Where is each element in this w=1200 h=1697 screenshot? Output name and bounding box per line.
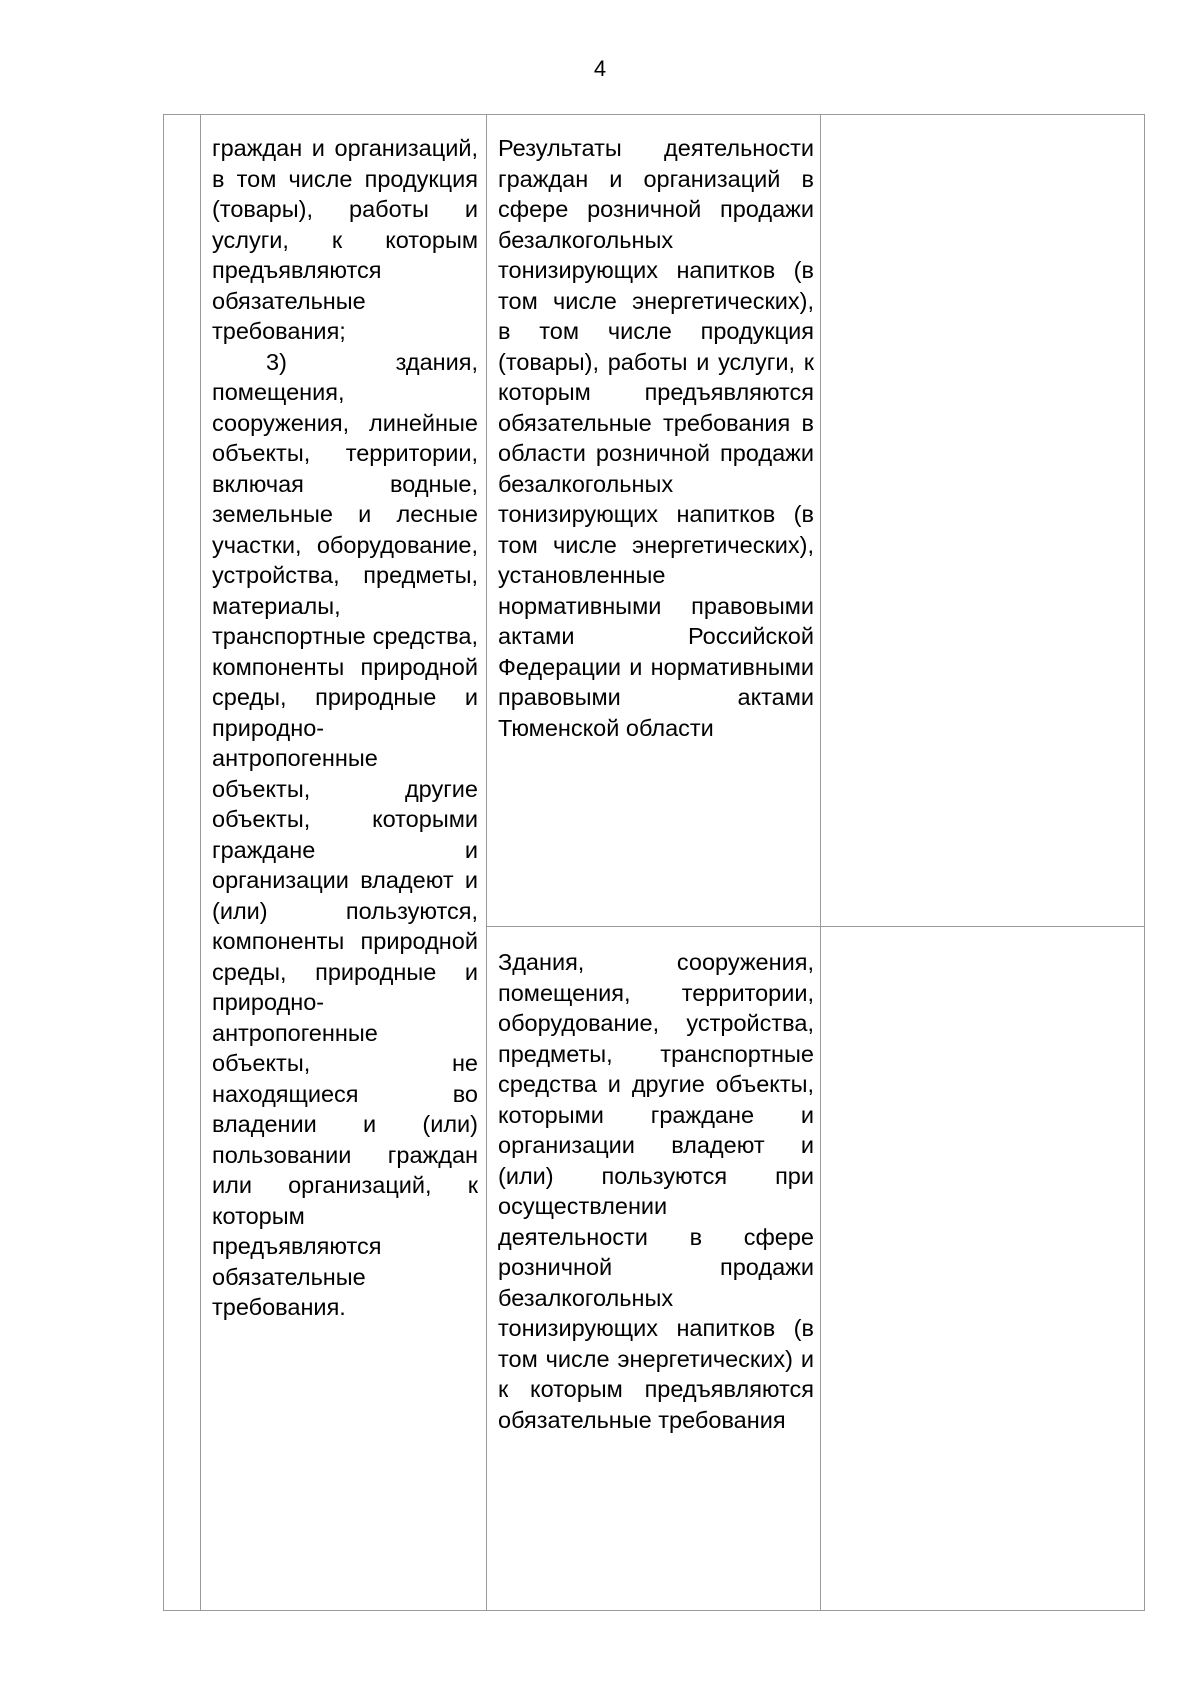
column-divider-3	[820, 115, 821, 1610]
table-cell-objects-list	[212, 133, 478, 1323]
paragraph-continuation: граждан и организаций, в том числе продукция (товары), работы и услуги, к которым предъявляются обязательные требования;	[212, 135, 478, 344]
table-cell-buildings-objects	[498, 947, 814, 1435]
column-divider-2	[486, 115, 487, 1610]
paragraph-activity-results: Результаты деятельности граждан и организаций в сфере розничной продажи безалкогольных тонизирующих напитков (в том числе энергетических), в том числе продукция (товары), работы и услуги, к которым предъявляются обязательные требования в области розничной продажи безалкогольных тонизирующих напитков (в том числе энергетических), установленные нормативными правовыми актами Российской Федерации и нормативными правовыми актами Тюменской области	[498, 135, 814, 741]
page-number: 4	[593, 56, 607, 81]
row-divider	[486, 926, 1145, 927]
table-cell-activity-results	[498, 133, 814, 743]
paragraph-buildings-objects: Здания, сооружения, помещения, территории, оборудование, устройства, предметы, транспортные средства и другие объекты, которыми граждане и организации владеют и (или) пользуются при осуществлении деятельности в сфере розничной продажи безалкогольных тонизирующих напитков (в том числе энергетических) и к которым предъявляются обязательные требования	[498, 949, 814, 1433]
document-table	[163, 114, 1145, 1611]
paragraph-item-3: 3) здания, помещения, сооружения, линейные объекты, территории, включая водные, земельные и лесные участки, оборудование, устройства, предметы, материалы, транспортные средства, компоненты природной среды, природные и природно-антропогенные объекты, другие объекты, которыми граждане и организации владеют и (или) пользуются, компоненты природной среды, природные и природно-антропогенные объекты, не находящиеся во владении и (или) пользовании граждан или организаций, к которым предъявляются обязательные требования.	[212, 348, 478, 1320]
column-divider-1	[200, 115, 201, 1610]
